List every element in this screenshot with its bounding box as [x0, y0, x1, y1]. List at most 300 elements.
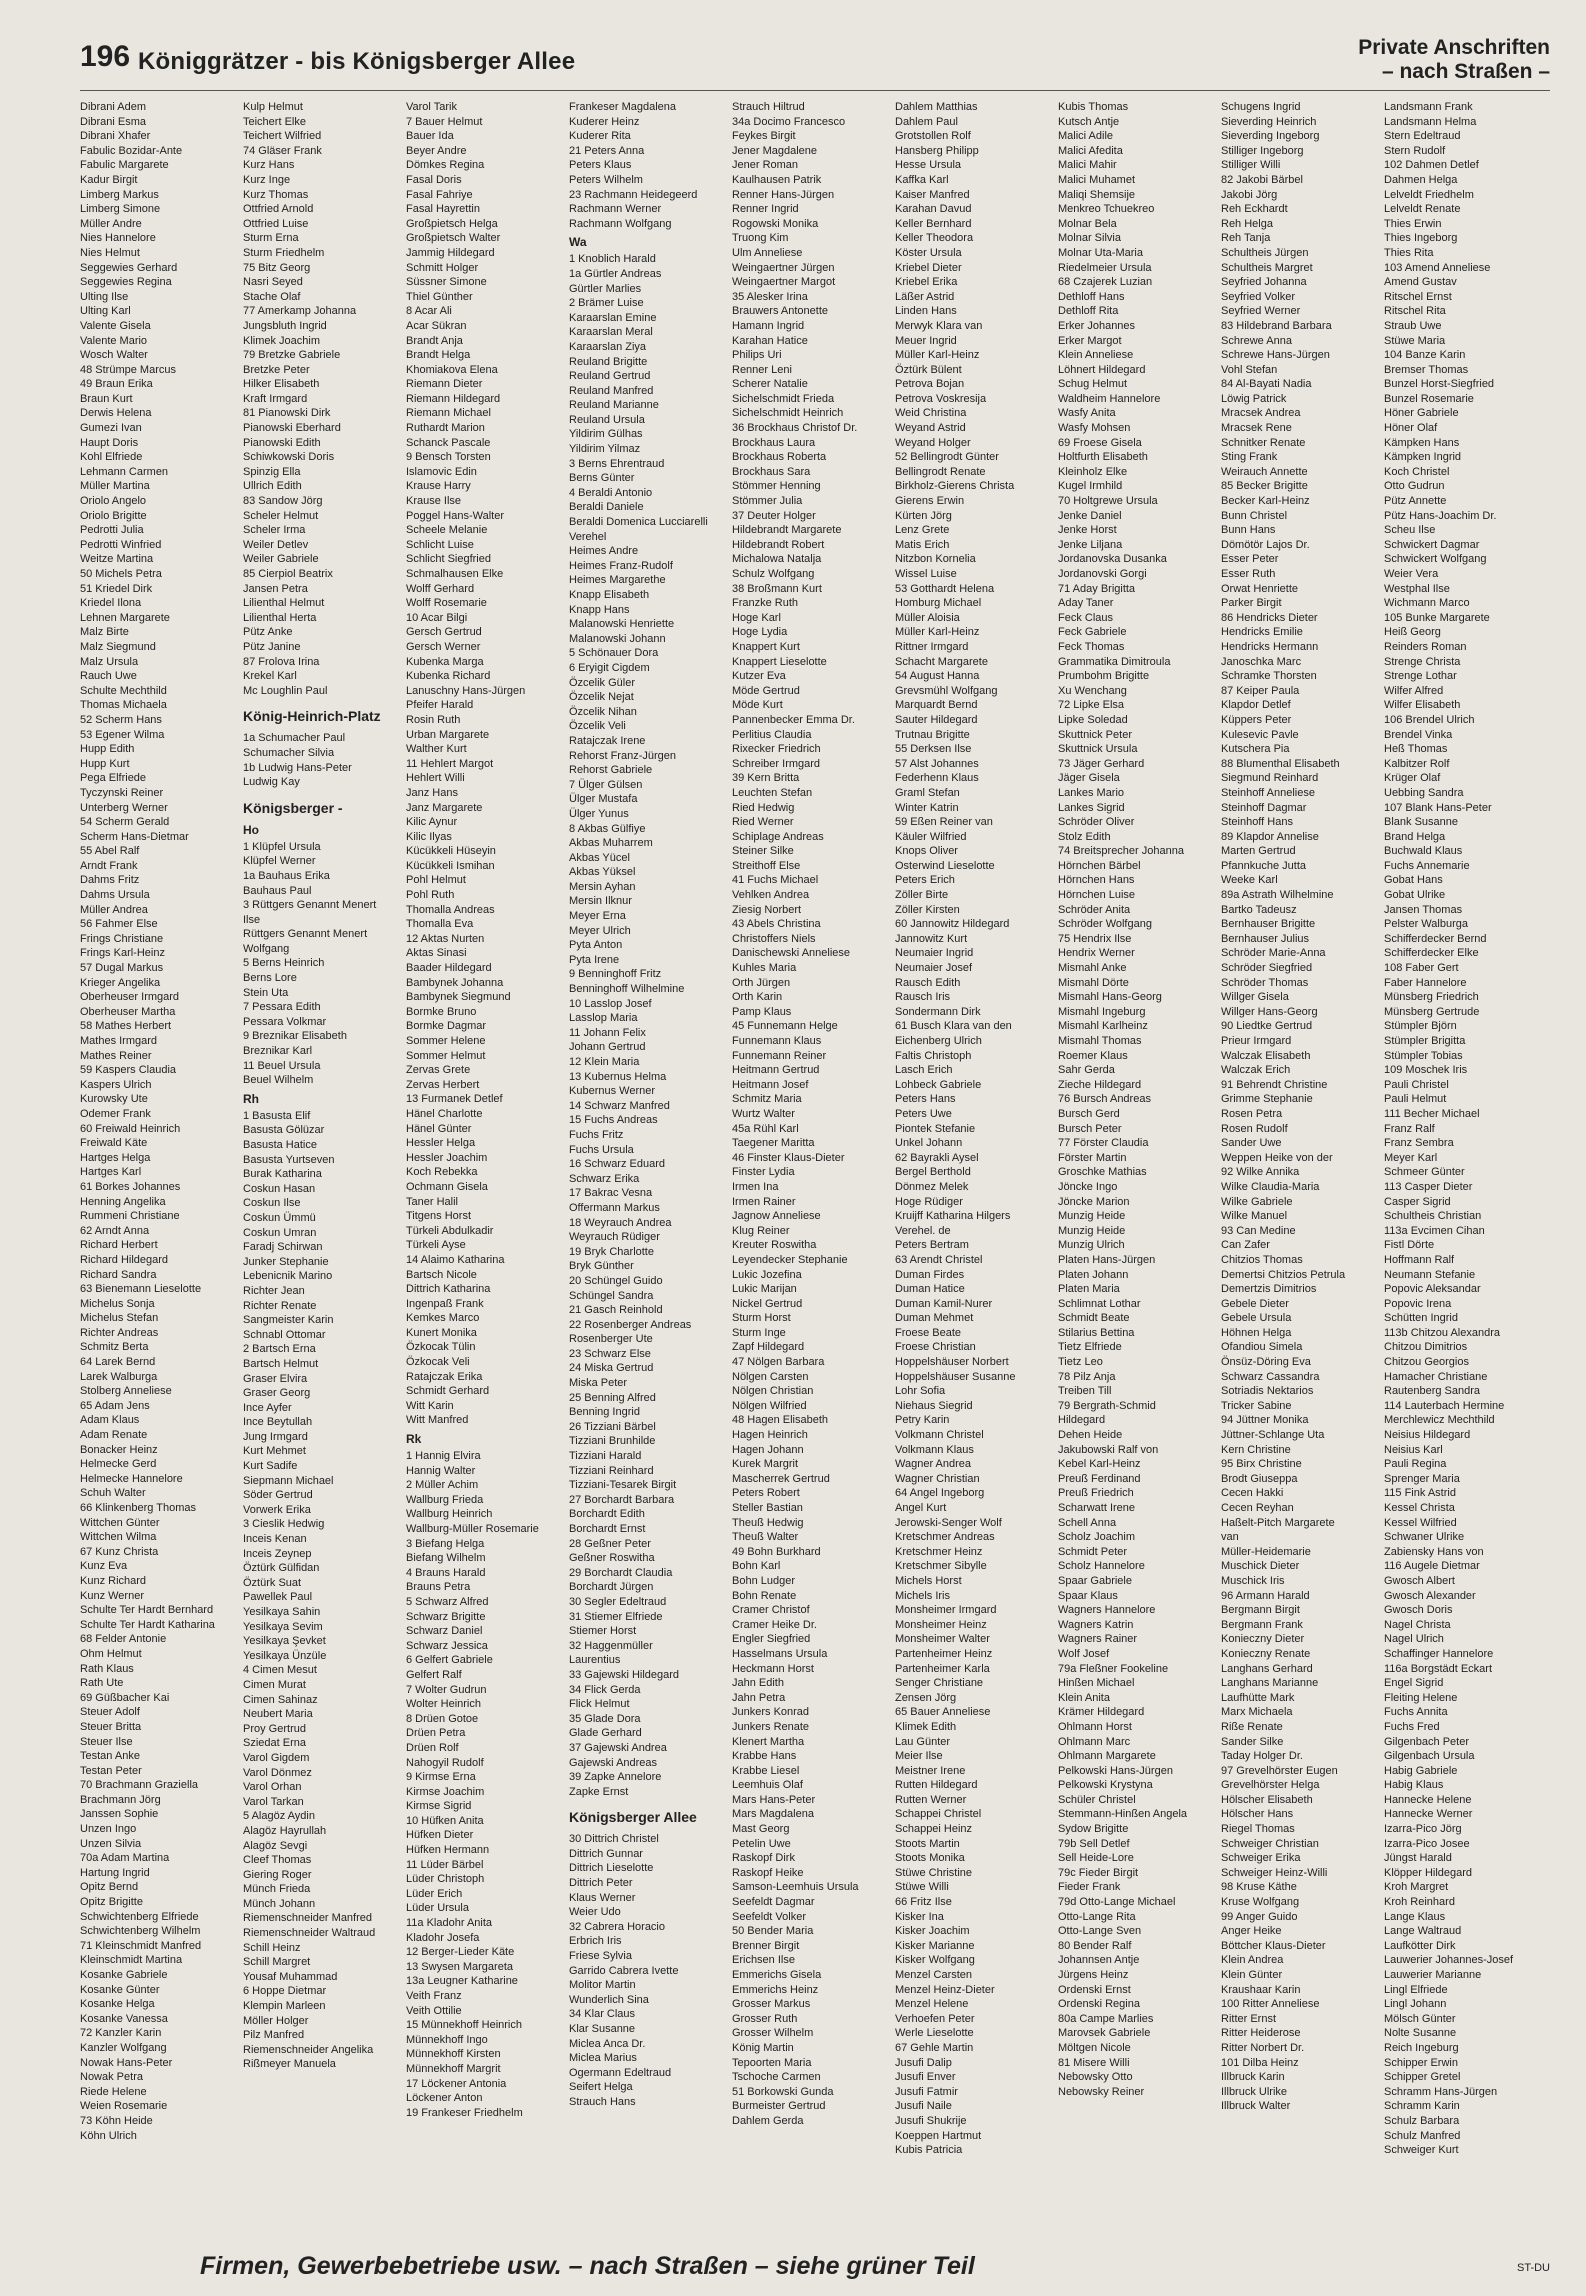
directory-entry: 41 Fuchs Michael [732, 874, 819, 887]
directory-entry: Fieder Frank [1058, 1881, 1121, 1894]
directory-entry: Inceis Kenan [243, 1533, 307, 1546]
directory-entry: 86 Hendricks Dieter [1221, 611, 1318, 624]
directory-entry: Weingaertner Margot [732, 276, 836, 289]
directory-entry: Akbas Muharrem [569, 837, 653, 850]
directory-entry: Krieger Angelika [80, 976, 161, 989]
directory-entry: Kemkes Marco [406, 1312, 480, 1325]
directory-entry: 54 August Hanna [895, 670, 980, 683]
directory-entry: 67 Gehle Martin [895, 2041, 974, 2054]
directory-entry: Muschick Dieter [1221, 1560, 1300, 1573]
directory-entry: Möltgen Nicole [1058, 2041, 1131, 2054]
directory-entry: 51 Kriedel Dirk [80, 582, 153, 595]
street-heading: Königsberger - [243, 799, 343, 816]
directory-entry: Kriedel Ilona [80, 597, 142, 610]
directory-entry: Schüngel Sandra [569, 1289, 654, 1302]
directory-entry: Scharwatt Irene [1058, 1502, 1136, 1514]
directory-entry: Schulte Ter Hardt Katharina [80, 1618, 215, 1631]
directory-entry: 16 Schwarz Eduard [569, 1158, 665, 1171]
directory-entry: Platen Johann [1058, 1268, 1129, 1281]
directory-entry: Tricker Sabine [1221, 1399, 1292, 1412]
directory-entry: 15 Fuchs Andreas [569, 1114, 658, 1127]
directory-column [1384, 100, 1530, 2240]
directory-entry: Küppers Peter [1221, 713, 1292, 726]
directory-entry: Pauli Regina [1384, 1458, 1447, 1471]
directory-entry: Lukic Jozefina [732, 1268, 802, 1281]
directory-entry: Hesse Ursula [895, 159, 962, 172]
directory-entry: Hoge Rüdiger [895, 1195, 963, 1208]
directory-entry: Kurek Margrit [732, 1458, 799, 1471]
directory-entry: Kosanke Helga [80, 1998, 155, 2011]
directory-entry: Ordenski Regina [1058, 1998, 1140, 2011]
directory-entry: Fistl Dörte [1384, 1239, 1435, 1252]
header-rule [80, 90, 1550, 91]
directory-entry: Kunz Werner [80, 1589, 144, 1602]
directory-entry: 62 Arndt Anna [80, 1224, 150, 1237]
directory-entry: Hartung Ingrid [80, 1866, 150, 1879]
directory-entry: Opitz Bernd [80, 1881, 139, 1894]
directory-entry: Böttcher Klaus-Dieter [1221, 1939, 1326, 1952]
directory-entry: Mersin Ayhan [569, 880, 636, 893]
directory-entry: Kosanke Vanessa [80, 2012, 168, 2025]
directory-entry: 11 Lüder Bärbel [406, 1858, 484, 1871]
directory-entry: Wagner Christian [895, 1472, 980, 1485]
directory-entry: Erker Johannes [1058, 319, 1136, 332]
directory-entry: Bauhaus Paul [243, 884, 312, 897]
directory-entry: Knappert Kurt [732, 640, 800, 653]
directory-entry: 17 Bakrac Vesna [569, 1187, 653, 1200]
directory-entry: Rautenberg Sandra [1384, 1385, 1481, 1398]
directory-entry: Mc Loughlin Paul [243, 684, 328, 697]
directory-entry: Schwarz Daniel [406, 1625, 483, 1638]
directory-entry: Hilker Elisabeth [243, 378, 320, 391]
directory-entry: Hildebrandt Robert [732, 538, 825, 551]
directory-entry: Kutsch Antje [1058, 115, 1120, 128]
directory-entry: Scholz Joachim [1058, 1531, 1136, 1544]
directory-entry: Kretschmer Andreas [895, 1531, 995, 1544]
directory-entry: Matis Erich [895, 538, 950, 551]
directory-entry: 7 Bauer Helmut [406, 115, 483, 128]
directory-entry: Samson-Leemhuis Ursula [732, 1881, 859, 1894]
directory-entry: Ofandiou Simela [1221, 1341, 1303, 1354]
directory-entry: Franz Ralf [1384, 1122, 1435, 1135]
directory-entry: Esser Ruth [1221, 568, 1276, 580]
directory-entry: 75 Bitz Georg [243, 261, 311, 274]
directory-column [895, 100, 1041, 2240]
directory-entry: Hehlert Willi [406, 772, 465, 785]
directory-entry: 50 Bender Maria [732, 1925, 814, 1938]
directory-entry: Stüwe Christine [895, 1866, 973, 1879]
directory-entry: 39 Kern Britta [732, 772, 800, 785]
directory-entry: Zabiensky Hans von [1384, 1545, 1484, 1558]
directory-entry: Menzel Helene [895, 1998, 969, 2011]
directory-entry: Jusufi Shukrije [895, 2114, 967, 2127]
directory-entry: Nagel Ulrich [1384, 1633, 1444, 1646]
directory-entry: Hölscher Hans [1221, 1808, 1294, 1821]
directory-entry: Breznikar Karl [243, 1045, 313, 1058]
directory-entry: Grotstollen Rolf [895, 130, 971, 143]
district-subheading: Rh [243, 1091, 259, 1106]
directory-entry: Malanowski Johann [569, 632, 666, 645]
directory-entry: Schaffinger Hannelore [1384, 1647, 1494, 1660]
directory-entry: Malici Afedita [1058, 144, 1123, 157]
directory-entry: 84 Al-Bayati Nadia [1221, 378, 1312, 391]
directory-entry: Brandt Helga [406, 349, 471, 362]
directory-entry: Ritter Norbert Dr. [1221, 2041, 1305, 2054]
directory-entry: Stilliger Ingeborg [1221, 144, 1304, 157]
directory-entry: Funnemann Reiner [732, 1049, 827, 1062]
directory-entry: Lelveldt Renate [1384, 203, 1461, 216]
directory-entry: 76 Bursch Andreas [1058, 1093, 1151, 1106]
directory-entry: 72 Lipke Elsa [1058, 699, 1125, 712]
directory-entry: Hörnchen Bärbel [1058, 859, 1141, 872]
directory-entry: Can Zafer [1221, 1239, 1270, 1252]
directory-entry: Linden Hans [895, 305, 957, 318]
directory-column [732, 100, 878, 2240]
directory-entry: Varol Tarik [406, 101, 457, 113]
directory-entry: Schug Helmut [1058, 378, 1128, 391]
directory-entry: Dahlem Matthias [895, 101, 978, 113]
directory-entry: Wolff Gerhard [406, 582, 475, 595]
directory-entry: Yildirim Gülhas [569, 428, 643, 441]
directory-entry: Brendel Vinka [1384, 728, 1453, 741]
directory-entry: Pessara Volkmar [243, 1015, 327, 1028]
directory-entry: Laufkötter Dirk [1384, 1939, 1456, 1952]
directory-entry: 4 Brauns Harald [406, 1566, 486, 1579]
directory-entry: Weier Udo [569, 1906, 621, 1919]
footer-code: ST-DU [1517, 2262, 1550, 2274]
directory-entry: Schumacher Silvia [243, 746, 335, 759]
directory-entry: Proy Gertrud [243, 1722, 306, 1735]
directory-entry: 22 Rosenberger Andreas [569, 1318, 692, 1331]
directory-entry: Osterwind Lieselotte [895, 859, 995, 872]
directory-entry: Brand Helga [1384, 830, 1446, 843]
directory-entry: Yesilkaya Şevket [243, 1635, 326, 1648]
directory-entry: Gilgenbach Ursula [1384, 1750, 1475, 1763]
directory-entry: Hölscher Elisabeth [1221, 1793, 1313, 1806]
directory-entry: König Martin [732, 2041, 794, 2054]
directory-entry: Rummeni Christiane [80, 1210, 180, 1223]
directory-entry: 18 Weyrauch Andrea [569, 1216, 672, 1229]
directory-entry: Sommer Helene [406, 1035, 486, 1047]
directory-entry: Kurowsky Ute [80, 1093, 148, 1106]
directory-entry: 35 Glade Dora [569, 1712, 641, 1725]
directory-entry: Michelus Sonja [80, 1297, 155, 1310]
section-heading [1358, 36, 1550, 84]
directory-entry: Krause Ilse [406, 495, 462, 508]
directory-entry: Werle Lieselotte [895, 2027, 974, 2040]
directory-entry: Grosser Wilhelm [732, 2027, 814, 2040]
directory-entry: Schmitz Berta [80, 1341, 149, 1354]
directory-entry: 55 Abel Ralf [80, 845, 140, 858]
directory-entry: Pyta Anton [569, 939, 623, 952]
directory-entry: Duman Kamil-Nurer [895, 1297, 993, 1310]
directory-entry: 48 Strümpe Marcus [80, 363, 176, 376]
directory-entry: Hörnchen Luise [1058, 889, 1136, 902]
directory-entry: Schröder Anita [1058, 903, 1131, 916]
directory-entry: Seyfried Werner [1221, 305, 1301, 318]
directory-entry: Kretschmer Sibylle [895, 1560, 987, 1573]
directory-entry: Reuland Marianne [569, 399, 659, 412]
directory-entry: Glade Gerhard [569, 1727, 642, 1740]
directory-entry: Wagners Hannelore [1058, 1604, 1156, 1617]
directory-entry: Demertzis Dimitrios [1221, 1283, 1317, 1296]
directory-entry: 70 Brachmann Graziella [80, 1779, 199, 1792]
directory-entry: Trutnau Brigitte [895, 728, 970, 741]
directory-entry: Klaus Werner [569, 1891, 636, 1904]
directory-entry: Winter Katrin [895, 801, 959, 814]
directory-entry: Bohn Karl [732, 1560, 781, 1573]
directory-entry: Gierens Erwin [895, 495, 965, 508]
directory-entry: Riede Helene [80, 2085, 147, 2098]
directory-entry: Müller Martina [80, 480, 150, 493]
directory-entry: Kosanke Günter [80, 1983, 160, 1996]
directory-entry: 1 Knoblich Harald [569, 253, 656, 266]
directory-entry: Witt Karin [406, 1399, 454, 1412]
directory-entry: Schifferdecker Bernd [1384, 932, 1487, 945]
directory-entry: Sturm Erna [243, 232, 299, 245]
directory-entry: Schiwkowski Doris [243, 451, 335, 464]
directory-entry: Pelkowski Hans-Jürgen [1058, 1764, 1173, 1777]
directory-entry: Jung Irmgard [243, 1430, 308, 1443]
directory-entry: Ülger Mustafa [569, 793, 638, 806]
directory-entry: 98 Kruse Käthe [1221, 1881, 1297, 1894]
directory-entry: 79 Bergrath-Schmid [1058, 1399, 1156, 1412]
directory-entry: Neumann Stefanie [1384, 1268, 1476, 1281]
directory-entry: Müller Andre [80, 217, 142, 230]
directory-entry: Biefang Wilhelm [406, 1552, 486, 1565]
directory-entry: Münch Johann [243, 1897, 316, 1910]
directory-entry: Xu Wenchang [1058, 684, 1127, 697]
directory-entry: Klapdor Detlef [1221, 699, 1291, 712]
directory-entry: Aktas Sinasi [406, 947, 467, 960]
directory-entry: Meistner Irene [895, 1764, 966, 1777]
directory-entry: Adam Renate [80, 1429, 148, 1442]
directory-entry: Hessler Joachim [406, 1151, 488, 1164]
directory-entry: Roemer Klaus [1058, 1049, 1128, 1062]
directory-entry: Pannenbecker Emma Dr. [732, 713, 855, 726]
directory-entry: Kadur Birgit [80, 173, 138, 186]
directory-entry: Rausch Edith [895, 976, 961, 989]
directory-entry: Stiemer Horst [569, 1625, 637, 1638]
directory-entry: Rosen Rudolf [1221, 1122, 1288, 1135]
directory-entry: Lankes Sigrid [1058, 801, 1125, 814]
directory-entry: Hamann Ingrid [732, 319, 805, 332]
directory-entry: 109 Moschek Iris [1384, 1064, 1468, 1077]
directory-entry: Stoots Martin [895, 1837, 960, 1850]
directory-entry: 3 Berns Ehrentraud [569, 457, 665, 470]
directory-entry: Junkers Konrad [732, 1706, 810, 1719]
directory-entry: Rosin Ruth [406, 713, 461, 726]
directory-entry: Karahan Davud [895, 203, 972, 216]
directory-entry: 79b Sell Detlef [1058, 1837, 1130, 1850]
directory-entry: Mismahl Ingeburg [1058, 1005, 1146, 1018]
directory-entry: Dethloff Rita [1058, 305, 1119, 318]
directory-entry: Bambynek Johanna [406, 976, 504, 989]
directory-entry: Taner Halil [406, 1195, 458, 1208]
directory-entry: Thies Rita [1384, 246, 1434, 259]
directory-entry: Jusufi Fatmir [895, 2085, 958, 2098]
directory-entry: Henning Angelika [80, 1195, 166, 1208]
directory-entry: 34 Klar Claus [569, 2008, 636, 2021]
directory-entry: Ülger Yunus [569, 807, 629, 820]
directory-entry: Schnitker Renate [1221, 436, 1306, 449]
directory-entry: Hagen Heinrich [732, 1429, 808, 1442]
directory-entry: Heitmann Gertrud [732, 1064, 820, 1077]
directory-entry: Pauli Helmut [1384, 1093, 1447, 1106]
directory-entry: Nolte Susanne [1384, 2027, 1457, 2040]
directory-entry: 102 Dahmen Detlef [1384, 159, 1479, 172]
directory-entry: Sting Frank [1221, 451, 1278, 464]
directory-entry: Gwosch Doris [1384, 1604, 1453, 1617]
directory-entry: Ingenpaß Frank [406, 1297, 484, 1310]
directory-entry: Gebele Dieter [1221, 1297, 1289, 1310]
directory-entry: Grosser Markus [732, 1998, 811, 2011]
directory-entry: Kaulhausen Patrik [732, 173, 822, 186]
directory-entry: Schappei Heinz [895, 1823, 973, 1836]
directory-entry: Mismahl Thomas [1058, 1035, 1142, 1047]
directory-entry: Schill Heinz [243, 1941, 301, 1954]
directory-entry: Stern Edeltraud [1384, 130, 1461, 143]
directory-entry: Konieczny Dieter [1221, 1633, 1305, 1646]
directory-entry: Kubenka Richard [406, 670, 491, 683]
directory-entry: Türkeli Abdulkadir [406, 1224, 494, 1237]
directory-entry: 92 Wilke Annika [1221, 1166, 1300, 1179]
directory-entry: Kurt Mehmet [243, 1445, 306, 1458]
directory-entry: Ince Beytullah [243, 1416, 313, 1429]
directory-entry: Müller Karl-Heinz [895, 349, 980, 362]
directory-entry: 63 Bienemann Lieselotte [80, 1283, 202, 1296]
directory-entry: Peters Bertram [895, 1239, 969, 1252]
directory-entry: Sander Silke [1221, 1735, 1284, 1748]
directory-entry: Müller-Heidemarie [1221, 1545, 1311, 1558]
directory-entry: Rauch Uwe [80, 670, 137, 683]
directory-entry: Johannsen Antje [1058, 1954, 1140, 1967]
directory-entry: Meyer Ulrich [569, 924, 631, 937]
directory-entry: Hessler Helga [406, 1137, 476, 1150]
directory-entry: Engler Siegfried [732, 1633, 811, 1646]
directory-entry: Özkocak Veli [406, 1356, 470, 1369]
directory-entry: Pianowski Eberhard [243, 422, 341, 435]
directory-entry: Sydow Brigitte [1058, 1823, 1129, 1836]
directory-entry: Aday Taner [1058, 597, 1114, 610]
directory-entry: Ohm Helmut [80, 1647, 142, 1660]
directory-entry: Knappert Lieselotte [732, 655, 827, 668]
directory-entry: Haßelt-Pitch Margarete [1221, 1516, 1335, 1529]
directory-entry: Berns Lore [243, 972, 297, 985]
directory-entry: Kücükkeli Hüseyin [406, 845, 496, 858]
directory-entry: Scholz Hannelore [1058, 1560, 1145, 1573]
directory-entry: Kugel Irmhild [1058, 480, 1123, 493]
directory-entry: Habig Gabriele [1384, 1764, 1458, 1777]
directory-entry: 25 Benning Alfred [569, 1391, 656, 1404]
directory-entry: Sell Heide-Lore [1058, 1852, 1134, 1865]
directory-entry: Kämpken Hans [1384, 436, 1460, 449]
directory-entry: Seyfried Johanna [1221, 276, 1307, 289]
directory-entry: Knapp Elisabeth [569, 589, 650, 601]
directory-entry: 23 Schwarz Else [569, 1347, 651, 1360]
directory-entry: Kücükkeli Ismihan [406, 859, 495, 872]
directory-entry: Klein Andrea [1221, 1954, 1284, 1967]
directory-entry: Spaar Gabriele [1058, 1574, 1132, 1587]
directory-entry: Oriolo Angelo [80, 495, 147, 508]
directory-entry: Schugens Ingrid [1221, 101, 1301, 113]
directory-entry: Wilke Claudia-Maria [1221, 1180, 1320, 1193]
directory-entry: 21 Gasch Reinhold [569, 1304, 663, 1317]
directory-entry: Lohbeck Gabriele [895, 1078, 982, 1091]
directory-entry: Bunzel Horst-Siegfried [1384, 378, 1495, 391]
directory-entry: Heimes Franz-Rudolf [569, 559, 673, 572]
directory-entry: Weid Christina [895, 407, 967, 420]
directory-entry: Müller Aloisia [895, 611, 960, 624]
directory-entry: Mismahl Karlheinz [1058, 1020, 1148, 1033]
directory-entry: Lilienthal Herta [243, 611, 317, 624]
directory-entry: Hoppelshäuser Norbert [895, 1356, 1009, 1369]
directory-entry: 78 Pilz Anja [1058, 1370, 1116, 1383]
directory-entry: Spaar Klaus [1058, 1589, 1118, 1602]
directory-entry: 19 Bryk Charlotte [569, 1245, 654, 1258]
directory-entry: Kunz Richard [80, 1574, 147, 1587]
directory-entry: 28 Geßner Peter [569, 1537, 651, 1550]
directory-entry: Laurentius [569, 1654, 621, 1667]
directory-entry: Strauch Hans [569, 2095, 636, 2108]
directory-entry: Sieverding Ingeborg [1221, 130, 1320, 143]
directory-entry: Fleiting Helene [1384, 1691, 1458, 1704]
directory-entry: Jener Magdalene [732, 144, 818, 157]
directory-entry: Wilfer Elisabeth [1384, 699, 1461, 712]
directory-entry: Hendricks Emilie [1221, 626, 1303, 639]
directory-entry: Brauwers Antonette [732, 305, 829, 318]
directory-entry: Riemenschneider Manfred [243, 1912, 373, 1925]
directory-entry: Schmitz Maria [732, 1093, 802, 1106]
directory-entry: Borchardt Ernst [569, 1523, 646, 1535]
directory-entry: Schrewe Hans-Jürgen [1221, 349, 1330, 362]
directory-entry: Schwarz Cassandra [1221, 1370, 1320, 1383]
directory-entry: Jüngst Harald [1384, 1852, 1452, 1865]
directory-entry: Tyczynski Reiner [80, 786, 164, 799]
directory-entry: Wallburg Heinrich [406, 1508, 493, 1521]
directory-entry: Fuchs Ursula [569, 1143, 634, 1156]
directory-entry: Wolfgang [243, 942, 290, 955]
directory-entry: Pütz Janine [243, 640, 301, 653]
directory-entry: 87 Frolova Irina [243, 655, 320, 668]
directory-entry: Kaiser Manfred [895, 188, 970, 201]
directory-entry: 85 Becker Brigitte [1221, 480, 1308, 493]
directory-entry: Habig Klaus [1384, 1779, 1444, 1792]
directory-entry: Erker Margot [1058, 334, 1122, 347]
directory-entry: Tschoche Carmen [732, 2071, 821, 2084]
directory-entry: Frings Christiane [80, 932, 164, 945]
directory-entry: Opitz Brigitte [80, 1896, 143, 1909]
directory-entry: Schweiger Christian [1221, 1837, 1319, 1850]
directory-entry: Jener Roman [732, 159, 799, 172]
directory-entry: 65 Bauer Anneliese [895, 1706, 991, 1719]
directory-entry: Schwarz Erika [569, 1172, 640, 1185]
directory-entry: 12 Aktas Nurten [406, 932, 485, 945]
directory-entry: Ottfried Arnold [243, 203, 314, 216]
directory-entry: Schultheis Jürgen [1221, 246, 1309, 259]
directory-entry: Köhn Ulrich [80, 2129, 137, 2142]
directory-entry: Özcelik Nihan [569, 705, 637, 718]
directory-entry: Önsüz-Döring Eva [1221, 1356, 1311, 1369]
directory-entry: Nebowsky Otto [1058, 2071, 1133, 2084]
directory-entry: 106 Brendel Ulrich [1384, 713, 1475, 726]
directory-entry: Raskopf Dirk [732, 1852, 795, 1865]
directory-entry: Nahogyil Rudolf [406, 1756, 484, 1769]
directory-entry: Schipper Erwin [1384, 2056, 1458, 2069]
directory-entry: Flick Helmut [569, 1698, 630, 1711]
directory-entry: Duman Firdes [895, 1268, 965, 1281]
directory-entry: Bunn Christel [1221, 509, 1288, 522]
